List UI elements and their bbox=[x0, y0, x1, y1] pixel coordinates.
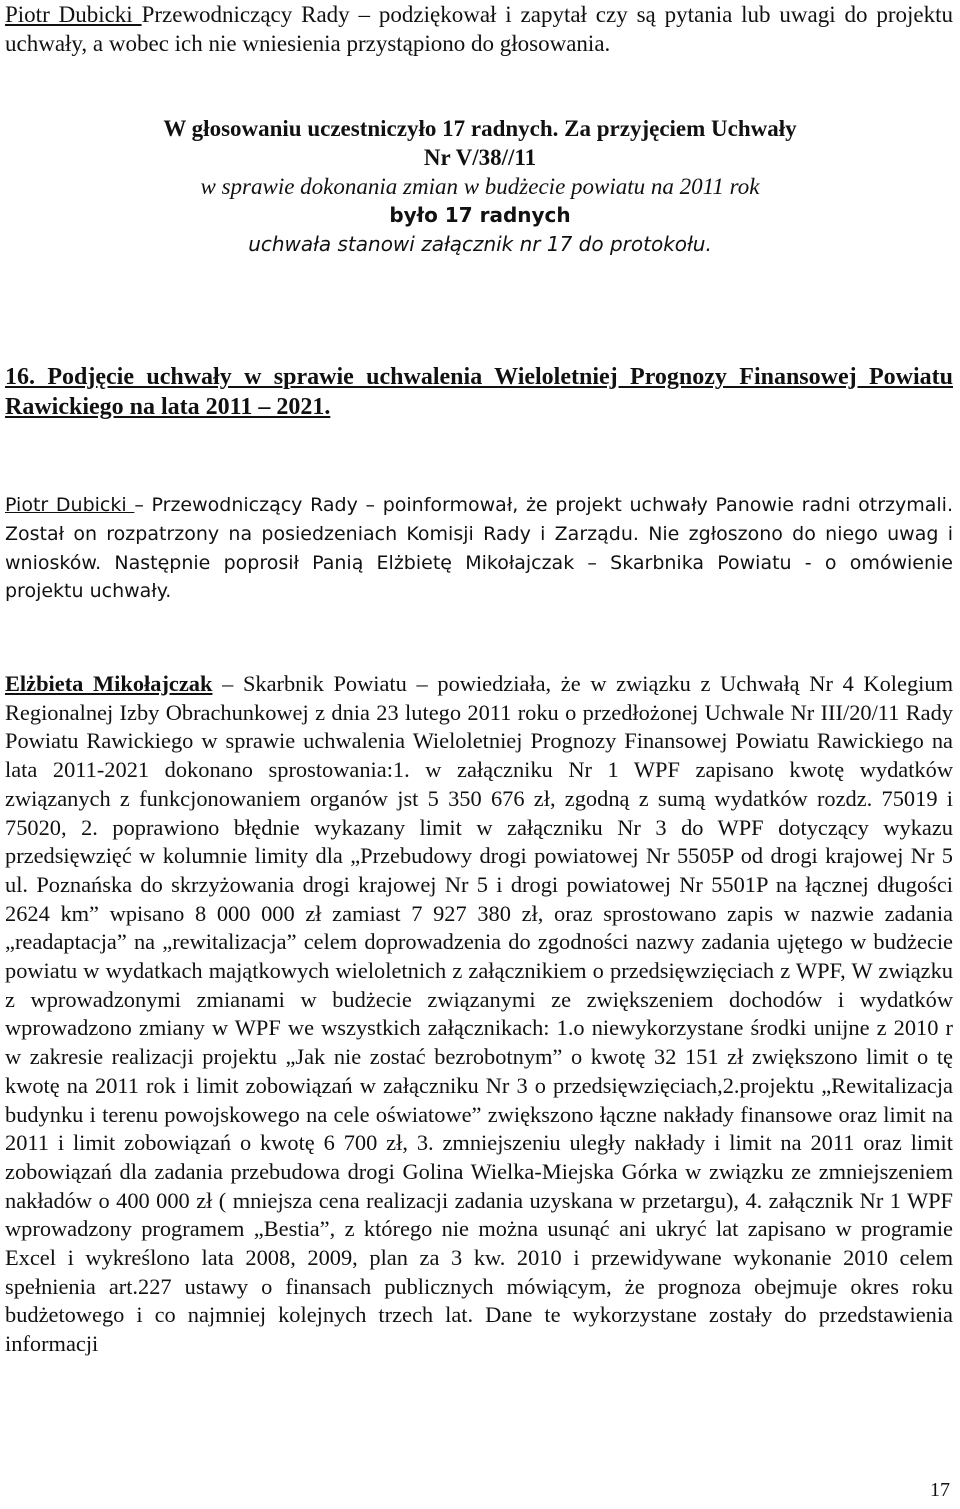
vote-line-5: uchwała stanowi załącznik nr 17 do protokołu. bbox=[248, 232, 712, 256]
agenda-item-heading: 16. Podjęcie uchwały w sprawie uchwalenia Wieloletniej Prognozy Finansowej Powiatu Rawickiego na lata 2011 – 2021. bbox=[5, 364, 953, 420]
vote-line-1: W głosowaniu uczestniczyło 17 radnych. Za przyjęciem Uchwały bbox=[163, 116, 797, 141]
vote-line-3: w sprawie dokonania zmian w budżecie powiatu na 2011 rok bbox=[200, 174, 760, 199]
treasurer-paragraph bbox=[5, 670, 953, 1359]
vote-line-4: było 17 radnych bbox=[389, 203, 571, 227]
chairman-text: – Przewodniczący Rady – poinformował, że projekt uchwały Panowie radni otrzymali. Został on rozpatrzony na posiedzeniach Komisji Rady i Zarządu. Nie zgłoszono do niego uwag i wniosków. Następnie poprosił Panią Elżbietę Mikołajczak – Skarbnika Powiatu - o omówienie projektu uchwały. bbox=[5, 494, 954, 603]
page-number: 17 bbox=[930, 1479, 950, 1501]
speaker-name: Piotr Dubicki bbox=[5, 494, 135, 516]
vote-line-2: Nr V/38//11 bbox=[423, 145, 537, 170]
intro-paragraph bbox=[5, 0, 953, 58]
chairman-paragraph bbox=[5, 491, 953, 606]
vote-result-block bbox=[0, 114, 960, 259]
treasurer-text: – Skarbnik Powiatu – powiedziała, że w związku z Uchwałą Nr 4 Kolegium Regionalnej Izby Obrachunkowej z dnia 23 lutego 2011 roku o przedłożonej Uchwale Nr III/20/11 Rady Powiatu Rawickiego w sprawie uchwalenia Wieloletniej Prognozy Finansowej Powiatu Rawickiego na lata 2011-2021 dokonano sprostowania:1. w załączniku Nr 1 WPF zapisano kwotę wydatków związanych z funkcjonowaniem organów jst 5 350 676 zł, zgodną z sumą wydatków rozdz. 75019 i 75020, 2. poprawiono błędnie wykazany limit w załączniku Nr 3 do WPF dotyczący wykazu przedsięwzięć w kolumnie limity dla „Przebudowy drogi powiatowej Nr 5505P od drogi krajowej Nr 5 ul. Poznańska do skrzyżowania drogi krajowej Nr 5 i drogi powiatowej Nr 5501P na łącznej długości 2624 km” wpisano 8 000 000 zł zamiast 7 927 380 zł, oraz sprostowano zapis w nazwie zadania „readaptacja” na „rewitalizacja” celem doprowadzenia do zgodności nazwy zadania ujętego w budżecie powiatu w wydatkach majątkowych wieloletnich z załącznikiem o przedsięwzięciach z WPF, W związku z wprowadzonymi zmianami w budżecie związanymi ze zwiększeniem dochodów i wydatków wprowadzono zmiany w WPF we wszystkich załącznikach: 1.o niewykorzystane środki unijne z 2010 r w zakresie realizacji projektu „Jak nie zostać bezrobotnym” o kwotę 32 151 zł zwiększono limit o tę kwotę na 2011 rok i limit zobowiązań w załączniku Nr 3 o przedsięwzięciach,2.projektu „Rewitalizacja budynku i terenu powojskowego na cele oświatowe” zwiększono łączne nakłady finansowe oraz limit na 2011 i limit zobowiązań o kwotę 6 700 zł, 3. zmniejszeniu uległy nakłady i limit na 2011 oraz limit zobowiązań dla zadania przebudowa drogi Golina Wielka-Miejska Górka w związku ze zmniejszeniem nakładów o 400 000 zł ( mniejsza cena realizacji zadania uzyskana w przetargu), 4. załącznik Nr 1 WPF wprowadzony programem „Bestia”, z którego nie można usunąć ani ukryć lat zapisano w programie Excel i wykreślono lata 2008, 2009, plan za 3 kw. 2010 i przewidywane wykonanie 2010 celem spełnienia art.227 ustawy o finansach publicznych mówiącym, że prognoza obejmuje okres roku budżetowego i co najmniej kolejnych trzech lat. Dane te wykorzystane zostały do przedstawienia informacji bbox=[5, 671, 953, 1357]
speaker-name: Piotr Dubicki bbox=[5, 2, 142, 27]
speaker-name: Elżbieta Mikołajczak bbox=[5, 671, 213, 696]
intro-text: Przewodniczący Rady – podziękował i zapytał czy są pytania lub uwagi do projektu uchwały, a wobec ich nie wniesienia przystąpiono do głosowania. bbox=[5, 2, 953, 56]
